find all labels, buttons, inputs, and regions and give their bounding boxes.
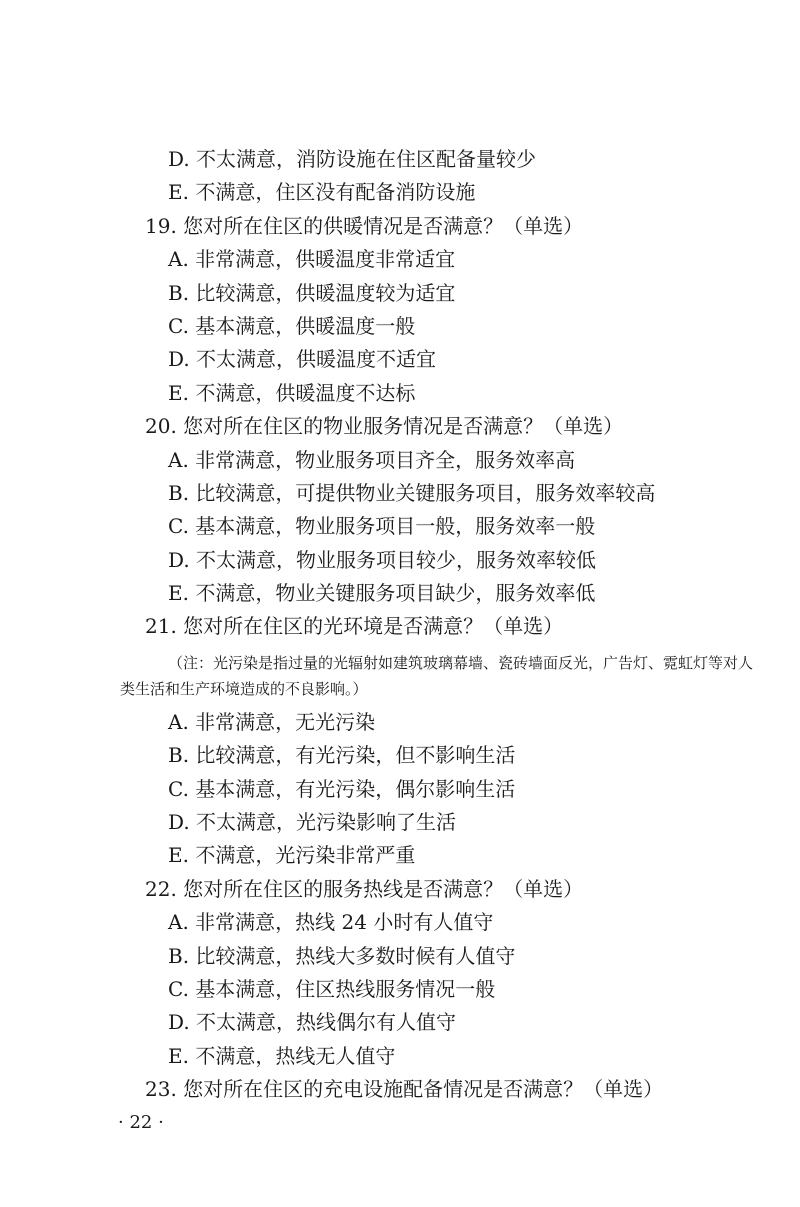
answer-option: E. 不满意，物业关键服务项目缺少，服务效率低: [168, 581, 596, 606]
question-title: 21. 您对所在住区的光环境是否满意？（单选）: [145, 614, 564, 639]
answer-option: D. 不太满意，光污染影响了生活: [168, 810, 457, 835]
answer-option: E. 不满意，住区没有配备消防设施: [168, 180, 476, 205]
question-title: 22. 您对所在住区的服务热线是否满意？（单选）: [145, 876, 584, 901]
text-block-bottom: [0, 706, 800, 1107]
answer-option: B. 比较满意，供暖温度较为适宜: [168, 280, 456, 305]
answer-option: D. 不太满意，热线偶尔有人值守: [168, 1010, 457, 1035]
question-title: 23. 您对所在住区的充电设施配备情况是否满意？（单选）: [145, 1077, 664, 1102]
answer-option: E. 不满意，热线无人值守: [168, 1043, 396, 1068]
text-block-top: [0, 143, 800, 644]
question-title: 19. 您对所在住区的供暖情况是否满意？（单选）: [145, 213, 584, 238]
answer-option: E. 不满意，光污染非常严重: [168, 843, 416, 868]
page-number: · 22 ·: [118, 1112, 164, 1133]
answer-option: B. 比较满意，可提供物业关键服务项目，服务效率较高: [168, 480, 656, 505]
footnote-light-pollution: （注：光污染是指过量的光辐射如建筑玻璃幕墙、瓷砖墙面反光，广告灯、霓虹灯等对人类生活和生产环境造成的不良影响。）: [120, 653, 754, 698]
answer-option: C. 基本满意，有光污染，偶尔影响生活: [168, 776, 516, 801]
answer-option: A. 非常满意，热线 24 小时有人值守: [168, 910, 494, 935]
answer-option: D. 不太满意，物业服务项目较少，服务效率较低: [168, 547, 597, 572]
answer-option: B. 比较满意，有光污染，但不影响生活: [168, 743, 516, 768]
answer-option: D. 不太满意，供暖温度不适宜: [168, 347, 437, 372]
answer-option: C. 基本满意，物业服务项目一般，服务效率一般: [168, 514, 596, 539]
answer-option: C. 基本满意，住区热线服务情况一般: [168, 976, 496, 1001]
answer-option: A. 非常满意，无光污染: [168, 709, 376, 734]
answer-option: D. 不太满意，消防设施在住区配备量较少: [168, 147, 537, 171]
document-body: [0, 143, 800, 1107]
answer-option: C. 基本满意，供暖温度一般: [168, 313, 416, 338]
answer-option: E. 不满意，供暖温度不达标: [168, 380, 416, 405]
question-title: 20. 您对所在住区的物业服务情况是否满意？（单选）: [145, 414, 624, 439]
answer-option: A. 非常满意，供暖温度非常适宜: [168, 247, 456, 272]
answer-option: B. 比较满意，热线大多数时候有人值守: [168, 943, 516, 968]
answer-option: A. 非常满意，物业服务项目齐全，服务效率高: [168, 447, 576, 472]
